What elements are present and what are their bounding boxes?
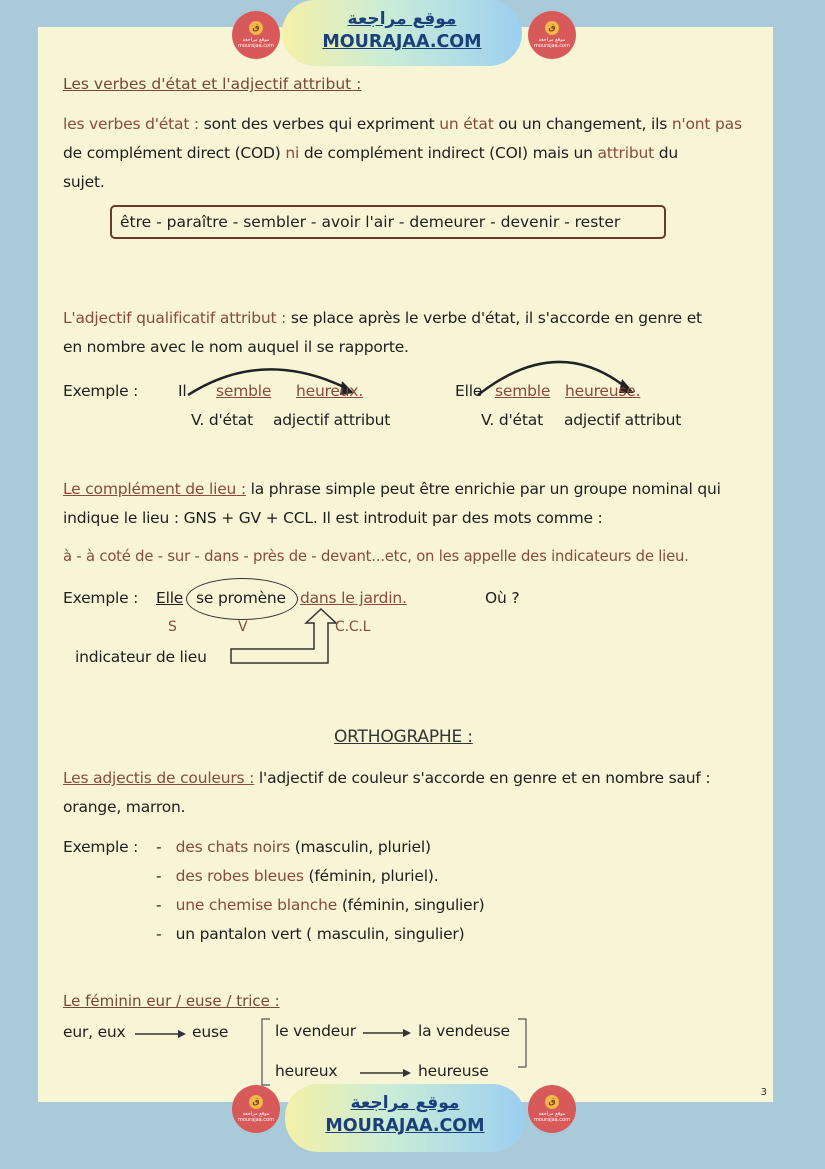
dash: - [156,867,162,885]
term: ni [285,144,300,162]
logo-caption: mourajaa.com [533,43,570,49]
gloss-verb: V. d'état [191,411,253,429]
banner-arabic: موقع مراجعة [347,9,457,29]
indicator-label: indicateur de lieu [75,648,207,666]
dash: - [156,838,162,856]
paragraph-line: indique le lieu : GNS + GV + CCL. Il est introduit par des mots comme : [63,509,603,527]
suffix-target: euse [192,1023,229,1041]
gloss-verb: V. d'état [481,411,543,429]
example-label: Exemple : [63,838,139,856]
gloss-verb: V [238,619,248,635]
example-verb: semble [216,382,272,400]
example-gloss: (masculin, pluriel) [294,838,431,856]
example-attribute: heureuse. [565,382,641,400]
term: attribut [597,144,654,162]
term: n'ont pas [671,115,742,133]
section-heading-couleurs: Les adjectis de couleurs : [63,769,255,787]
suffix-source: eur, eux [63,1023,126,1041]
logo-caption: موقع مراجعة [242,1111,270,1117]
section-heading-verbes-etat: Les verbes d'état et l'adjectif attribut : [63,75,362,93]
example-ccl: dans le jardin. [300,589,407,607]
mourajaa-logo-icon: ق موقع مراجعة mourajaa.com [232,1085,280,1133]
logo-caption: mourajaa.com [237,1117,274,1123]
banner-arabic: موقع مراجعة [350,1093,460,1113]
gloss-subject: S [168,619,177,635]
gloss-attribute: adjectif attribut [273,411,391,429]
list-item [156,838,431,856]
term-verbes-etat: les verbes d'état : [63,115,199,133]
verbs-list-box: être - paraître - sembler - avoir l'air - demeurer - devenir - rester [110,205,666,239]
text: du [658,144,678,162]
bracket-left [262,1019,270,1085]
text: ou un changement, ils [498,115,668,133]
arrowhead [403,1029,411,1037]
logo-caption: موقع مراجعة [538,37,566,43]
banner-latin: MOURAJAA.COM [325,1116,485,1136]
paragraph-line: sujet. [63,173,105,191]
example-subject: Il [178,382,187,400]
mourajaa-logo-icon: ق موقع مراجعة mourajaa.com [528,1085,576,1133]
dash: - [156,896,162,914]
example-gloss: (féminin, singulier) [341,896,485,914]
text: à - à coté de - sur - dans - près de - devant...etc, on les appelle [63,548,517,565]
word-feminine: heureuse [418,1062,489,1080]
document-page [38,27,773,1102]
section-heading-feminin: Le féminin eur / euse / trice : [63,992,280,1010]
section-heading-complement-lieu: Le complément de lieu : [63,480,246,498]
banner-latin: MOURAJAA.COM [322,32,482,52]
example-label: Exemple : [63,382,139,400]
paragraph-line [63,548,689,565]
list-item [156,896,485,914]
text: de complément indirect (COI) mais un [303,144,593,162]
example-gloss: (féminin, pluriel). [308,867,439,885]
example-phrase: des robes bleues [175,867,304,885]
text: la phrase simple peut être enrichie par un groupe nominal qui [250,480,721,498]
logo-caption: mourajaa.com [533,1117,570,1123]
word-feminine: la vendeuse [418,1022,510,1040]
example-phrase: des chats noirs [175,838,290,856]
page-number: 3 [760,1087,767,1098]
logo-caption: mourajaa.com [237,43,274,49]
orthographe-title: ORTHOGRAPHE : [334,727,473,747]
paragraph-line [63,480,721,498]
example-verb: semble [495,382,551,400]
example-subject: Elle [455,382,483,400]
example-phrase: un pantalon vert ( masculin, singulier) [175,925,465,943]
site-banner-bottom[interactable] [285,1084,525,1152]
logo-caption: موقع مراجعة [538,1111,566,1117]
arrowhead [178,1030,186,1038]
list-item [156,925,464,943]
paragraph-line: en nombre avec le nom auquel il se rapporte. [63,338,409,356]
paragraph-line [63,769,710,787]
section-heading-adjectif-attribut: L'adjectif qualificatif attribut : [63,309,287,327]
term: un état [439,115,494,133]
term: des indicateurs de lieu. [520,548,689,565]
example-verb: se promène [196,589,286,607]
list-item [156,867,438,885]
example-question: Où ? [485,589,520,607]
gloss-ccl: C.C.L [335,619,371,635]
example-subject: Elle [156,589,184,607]
text: l'adjectif de couleur s'accorde en genre et en nombre sauf : [258,769,711,787]
mourajaa-logo-icon: ق موقع مراجعة mourajaa.com [232,11,280,59]
site-banner-top[interactable] [282,0,522,66]
example-label: Exemple : [63,589,139,607]
example-attribute: heureux. [296,382,364,400]
text: se place après le verbe d'état, il s'accorde en genre et [290,309,702,327]
word-masculine: le vendeur [275,1022,356,1040]
text: sont des verbes qui expriment [203,115,435,133]
text: de complément direct (COD) [63,144,281,162]
gloss-attribute: adjectif attribut [564,411,682,429]
word-masculine: heureux [275,1062,338,1080]
bracket-right [518,1019,526,1067]
example-phrase: une chemise blanche [175,896,338,914]
dash: - [156,925,162,943]
paragraph-line: orange, marron. [63,798,186,816]
arrowhead [403,1069,411,1077]
logo-caption: موقع مراجعة [242,37,270,43]
mourajaa-logo-icon: ق موقع مراجعة mourajaa.com [528,11,576,59]
